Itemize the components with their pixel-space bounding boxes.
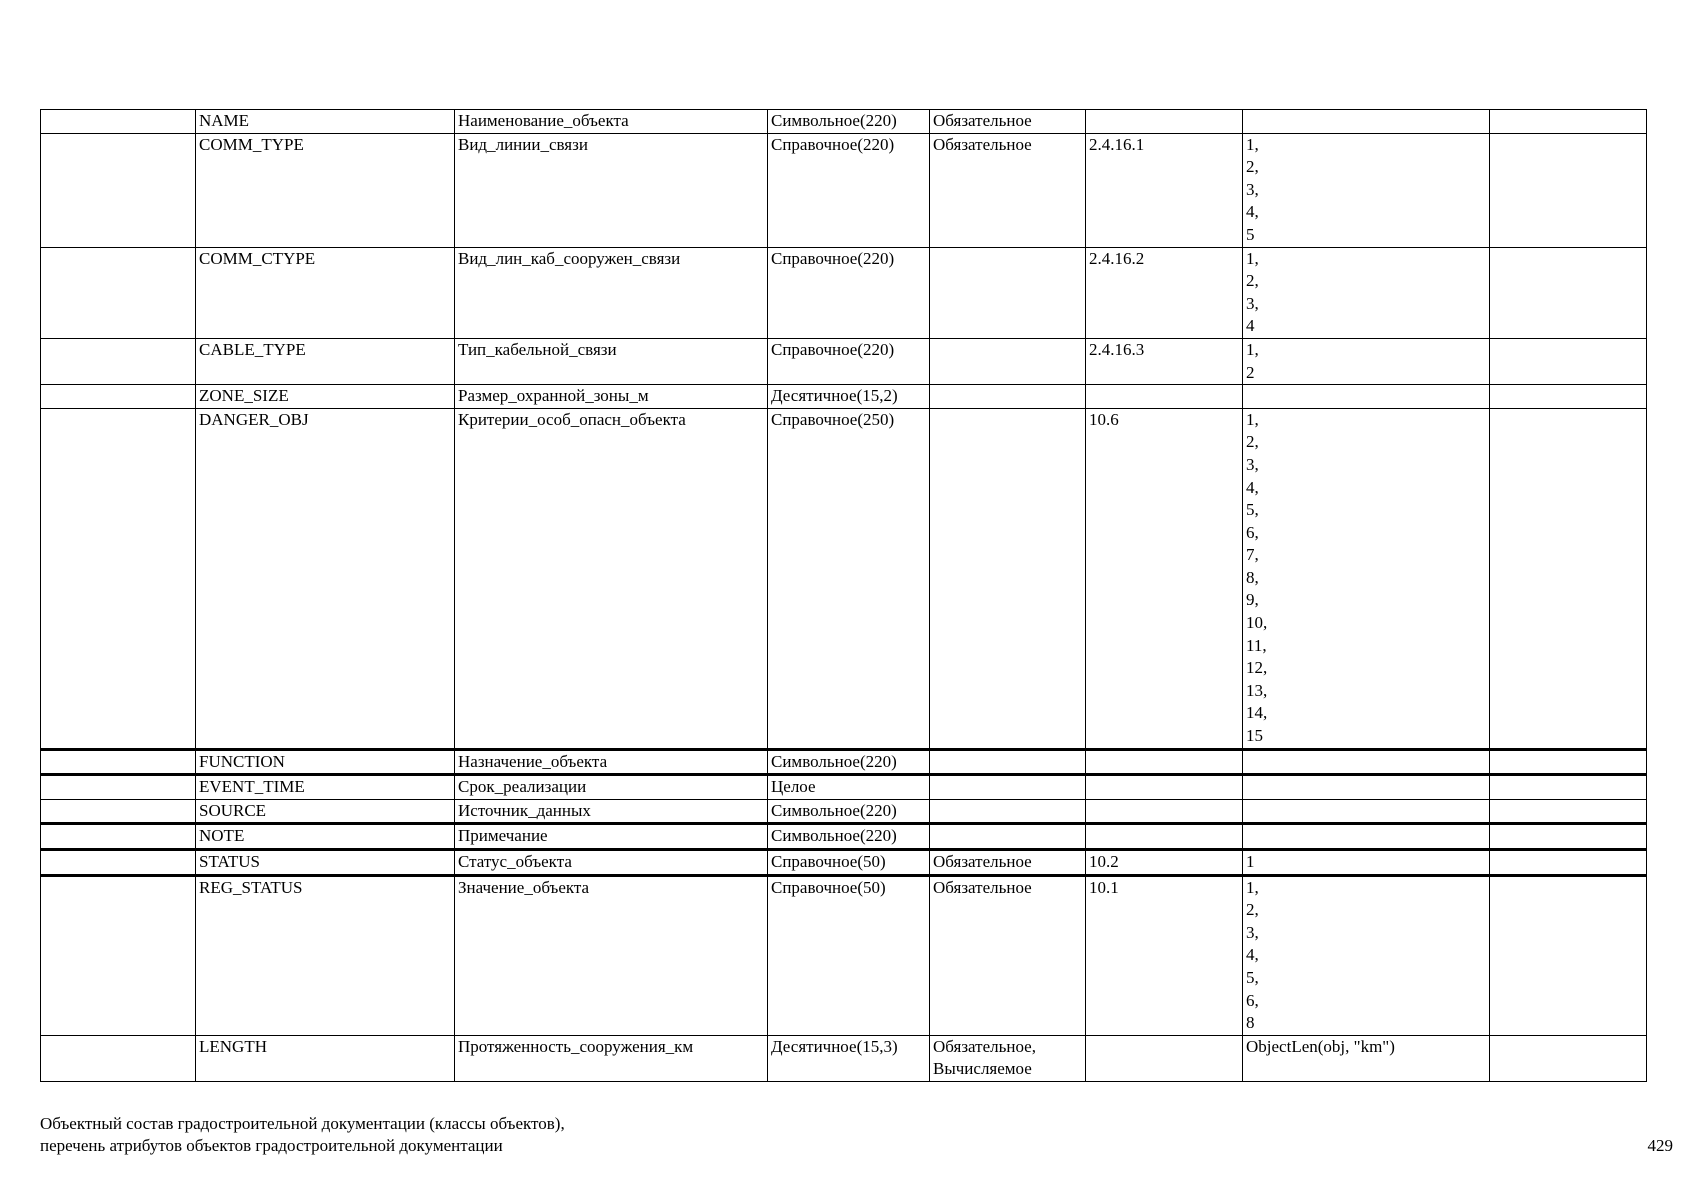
blank-cell: [1490, 133, 1647, 247]
blank-cell: [41, 1035, 196, 1081]
attribute-reference: 2.4.16.3: [1086, 338, 1243, 384]
attribute-reference: 10.6: [1086, 408, 1243, 749]
attribute-name: Критерии_особ_опасн_объекта: [455, 408, 768, 749]
table-row: [41, 875, 1647, 1035]
attribute-code: DANGER_OBJ: [196, 408, 455, 749]
attribute-code: ZONE_SIZE: [196, 385, 455, 409]
blank-cell: [41, 775, 196, 800]
blank-cell: [1490, 824, 1647, 850]
blank-cell: [1490, 850, 1647, 876]
attribute-type: Справочное(50): [768, 850, 930, 876]
table-row: [41, 1035, 1647, 1081]
attribute-type: Символьное(220): [768, 799, 930, 824]
attribute-reference: 2.4.16.2: [1086, 247, 1243, 338]
table-row: [41, 385, 1647, 409]
blank-cell: [1490, 110, 1647, 134]
table-row: [41, 799, 1647, 824]
attribute-requirement: Обязательное, Вычисляемое: [930, 1035, 1086, 1081]
table-row: [41, 338, 1647, 384]
attribute-reference: [1086, 385, 1243, 409]
attribute-values: [1243, 799, 1490, 824]
attribute-name: Назначение_объекта: [455, 749, 768, 775]
attribute-code: SOURCE: [196, 799, 455, 824]
attribute-type: Справочное(220): [768, 133, 930, 247]
attribute-name: Источник_данных: [455, 799, 768, 824]
attribute-reference: 10.1: [1086, 875, 1243, 1035]
table-row: [41, 408, 1647, 749]
attribute-values: ObjectLen(obj, "km"): [1243, 1035, 1490, 1081]
attribute-requirement: [930, 775, 1086, 800]
blank-cell: [1490, 247, 1647, 338]
attribute-reference: 2.4.16.1: [1086, 133, 1243, 247]
attribute-code: LENGTH: [196, 1035, 455, 1081]
footer-line: Объектный состав градостроительной документации (классы объектов),: [40, 1114, 565, 1133]
attribute-type: Справочное(220): [768, 338, 930, 384]
attribute-name: Тип_кабельной_связи: [455, 338, 768, 384]
blank-cell: [41, 749, 196, 775]
attribute-code: REG_STATUS: [196, 875, 455, 1035]
blank-cell: [1490, 749, 1647, 775]
blank-cell: [41, 338, 196, 384]
attribute-type: Десятичное(15,3): [768, 1035, 930, 1081]
attribute-requirement: Обязательное: [930, 133, 1086, 247]
table-row: [41, 110, 1647, 134]
attribute-code: COMM_CTYPE: [196, 247, 455, 338]
table-row: [41, 133, 1647, 247]
blank-cell: [41, 799, 196, 824]
attribute-name: Примечание: [455, 824, 768, 850]
attribute-type: Символьное(220): [768, 110, 930, 134]
attribute-values: 1, 2, 3, 4: [1243, 247, 1490, 338]
blank-cell: [41, 408, 196, 749]
attribute-type: Целое: [768, 775, 930, 800]
attribute-name: Вид_линии_связи: [455, 133, 768, 247]
attribute-type: Справочное(250): [768, 408, 930, 749]
attribute-values: 1: [1243, 850, 1490, 876]
document-footer: [40, 1113, 565, 1157]
attribute-type: Символьное(220): [768, 824, 930, 850]
attribute-reference: [1086, 110, 1243, 134]
attribute-name: Наименование_объекта: [455, 110, 768, 134]
attribute-type: Справочное(50): [768, 875, 930, 1035]
attribute-requirement: [930, 799, 1086, 824]
attribute-reference: [1086, 775, 1243, 800]
attribute-requirement: [930, 749, 1086, 775]
attribute-reference: [1086, 1035, 1243, 1081]
blank-cell: [41, 247, 196, 338]
attribute-requirement: [930, 824, 1086, 850]
blank-cell: [1490, 338, 1647, 384]
blank-cell: [1490, 799, 1647, 824]
attribute-code: NAME: [196, 110, 455, 134]
attribute-reference: [1086, 749, 1243, 775]
table-row: [41, 824, 1647, 850]
attribute-values: [1243, 385, 1490, 409]
attribute-type: Символьное(220): [768, 749, 930, 775]
attribute-values: 1, 2, 3, 4, 5, 6, 8: [1243, 875, 1490, 1035]
attribute-requirement: [930, 338, 1086, 384]
attribute-code: FUNCTION: [196, 749, 455, 775]
blank-cell: [1490, 385, 1647, 409]
blank-cell: [41, 110, 196, 134]
attribute-type: Десятичное(15,2): [768, 385, 930, 409]
footer-line: перечень атрибутов объектов градостроительной документации: [40, 1136, 503, 1155]
attribute-requirement: Обязательное: [930, 110, 1086, 134]
attribute-reference: [1086, 824, 1243, 850]
attribute-table: [40, 109, 1647, 1082]
attribute-code: STATUS: [196, 850, 455, 876]
attribute-values: 1, 2, 3, 4, 5, 6, 7, 8, 9, 10, 11, 12, 13, 14, 15: [1243, 408, 1490, 749]
blank-cell: [41, 385, 196, 409]
attribute-values: [1243, 775, 1490, 800]
blank-cell: [41, 824, 196, 850]
attribute-reference: [1086, 799, 1243, 824]
blank-cell: [1490, 408, 1647, 749]
attribute-requirement: [930, 385, 1086, 409]
attribute-values: [1243, 824, 1490, 850]
attribute-requirement: Обязательное: [930, 850, 1086, 876]
attribute-name: Срок_реализации: [455, 775, 768, 800]
page-number: 429: [1647, 1136, 1673, 1155]
attribute-name: Статус_объекта: [455, 850, 768, 876]
attribute-requirement: [930, 247, 1086, 338]
blank-cell: [1490, 1035, 1647, 1081]
table-row: [41, 850, 1647, 876]
attribute-requirement: Обязательное: [930, 875, 1086, 1035]
attribute-name: Значение_объекта: [455, 875, 768, 1035]
attribute-reference: 10.2: [1086, 850, 1243, 876]
attribute-values: [1243, 749, 1490, 775]
attribute-code: EVENT_TIME: [196, 775, 455, 800]
attribute-values: 1, 2: [1243, 338, 1490, 384]
blank-cell: [41, 850, 196, 876]
table-row: [41, 247, 1647, 338]
attribute-values: 1, 2, 3, 4, 5: [1243, 133, 1490, 247]
attribute-code: COMM_TYPE: [196, 133, 455, 247]
attribute-name: Размер_охранной_зоны_м: [455, 385, 768, 409]
table-row: [41, 749, 1647, 775]
blank-cell: [1490, 875, 1647, 1035]
attribute-values: [1243, 110, 1490, 134]
attribute-name: Протяженность_сооружения_км: [455, 1035, 768, 1081]
blank-cell: [1490, 775, 1647, 800]
attribute-code: CABLE_TYPE: [196, 338, 455, 384]
attribute-name: Вид_лин_каб_сооружен_связи: [455, 247, 768, 338]
attribute-requirement: [930, 408, 1086, 749]
blank-cell: [41, 875, 196, 1035]
blank-cell: [41, 133, 196, 247]
attribute-code: NOTE: [196, 824, 455, 850]
table-row: [41, 775, 1647, 800]
attribute-type: Справочное(220): [768, 247, 930, 338]
